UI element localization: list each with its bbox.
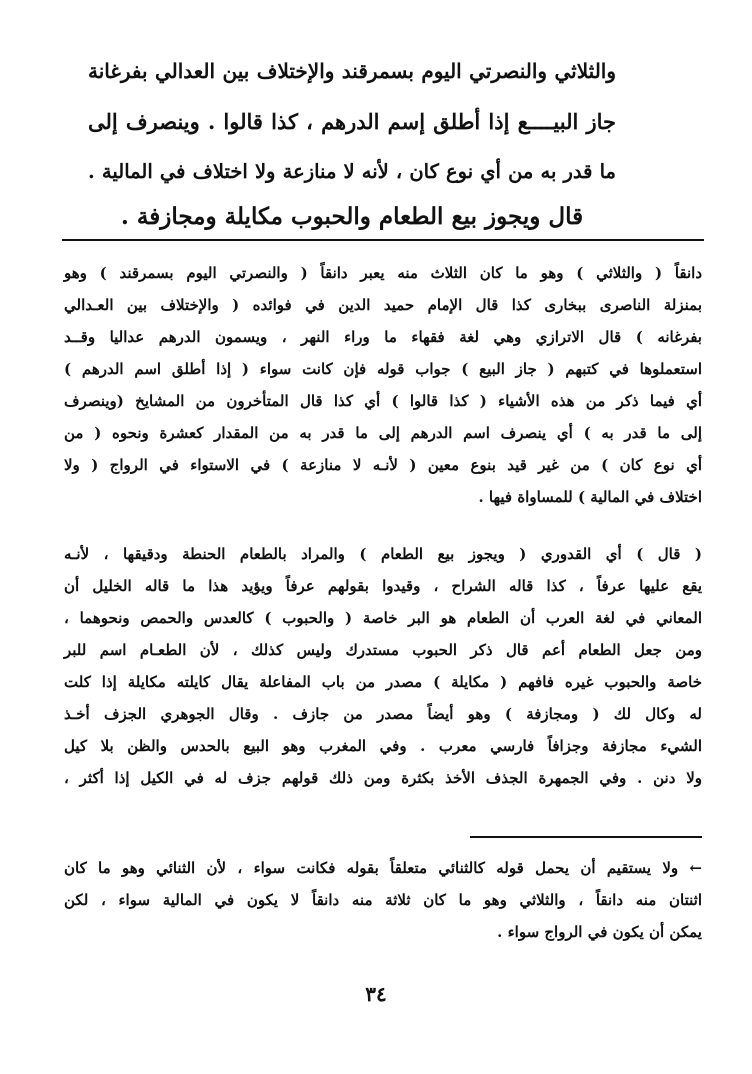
commentary-line: المعاني في لغة العرب أن الطعام هو البر خاصة ( والحبوب ) كالعدس والحمص ونحوهما ، xyxy=(64,609,702,627)
commentary-line: يقع عليها عرفاً ، كذا قاله الشراح ، وقيدوا بقولهم عرفاً ويؤيد هذا ما قاله الخليل أن xyxy=(64,577,702,595)
commentary-line: بمنزلة الناصرى ببخارى كذا قال الإمام حميد الدين في فوائده ( والإختلاف بين العـدالي xyxy=(64,296,702,314)
main-text-line: قال ويجوز بيع الطعام والحبوب مكايلة ومجازفة . xyxy=(120,203,584,230)
commentary-line: دانقاً ( والثلاثي ) وهو ما كان الثلاث منه يعبر دانقاً ( والنصرتي اليوم بسمرقند ) وهو xyxy=(64,264,702,282)
footnote-line: يمكن أن يكون في الرواج سواء . xyxy=(497,923,702,941)
page-number: ٣٤ xyxy=(365,982,387,1006)
footnote-line: ← ولا يستقيم أن يحمل قوله كالثنائي متعلقاً بقوله فكانت سواء ، لأن الثنائي وهو ما كان xyxy=(64,859,702,877)
separator-rule xyxy=(62,239,704,241)
commentary-line: خاصة والحبوب غيره فافهم ( مكايلة ) مصدر من باب المفاعلة يقال كايلته مكايلة إذا كلت xyxy=(64,673,702,691)
commentary-line: له وكال لك ( ومجازفة ) وهو أيضاً مصدر من جازف . وقال الجوهري الجزف أخـذ xyxy=(64,705,702,723)
footnote-rule xyxy=(470,836,702,838)
commentary-line: أي فيما ذكر من هذه الأشياء ( كذا قالوا ) أي كذا قال المتأخرون من المشايخ (وينصرف xyxy=(64,392,702,410)
commentary-line: اختلاف في المالية ) للمساواة فيها . xyxy=(478,488,702,506)
commentary-line: أي نوع كان ) من غير قيد بنوع معين ( لأنـه لا منازعة ) في الاستواء في الرواج ( ولا xyxy=(64,456,702,474)
main-text-line: ما قدر به من أي نوع كان ، لأنه لا منازعة ولا اختلاف في المالية . xyxy=(88,160,616,183)
commentary-line: ومن جعل الطعام أعم قال ذكر الحبوب مستدرك وليس كذلك ، لأن الطعـام اسم للبر xyxy=(64,641,702,659)
commentary-line: ولا دنن . وفي الجمهرة الجذف الأخذ بكثرة ومن ذلك قولهم جزف له في الكيل إذا أكثر ، xyxy=(64,769,702,787)
footnote-line: اثنتان منه دانقاً ، والثلاثي وهو ما كان ثلاثة منه دانقاً لا يكون في المالية سواء ، لكن xyxy=(64,891,702,909)
commentary-line: إلى ما قدر به ) أي ينصرف اسم الدرهم إلى ما قدر به من المقدار كعشرة ونحوه ( من xyxy=(64,424,703,442)
commentary-line: استعملوها في كتبهم ( جاز البيع ) جواب قوله فإن كانت سواء ( إذا أطلق اسم الدرهم ) xyxy=(64,360,702,378)
main-text-line: جاز البيــــع إذا أطلق إسم الدرهم ، كذا قالوا . وينصرف إلى xyxy=(88,109,616,134)
commentary-line: بفرغانه ) قال الاترازي وهي لغة فقهاء ما وراء النهر ، ويسمون الدرهم عداليا وقــد xyxy=(64,328,702,346)
commentary-line: الشيء مجازفة وجزافاً فارسي معرب . وفي المغرب وهو البيع بالحدس والظن بلا كيل xyxy=(64,737,702,755)
main-text-line: والثلاثي والنصرتي اليوم بسمرقند والإختلاف بين العدالي بفرغانة xyxy=(88,59,616,83)
commentary-line: ( قال ) أي القدوري ( ويجوز بيع الطعام ) والمراد بالطعام الحنطة ودقيقها ، لأنـه xyxy=(64,545,702,563)
